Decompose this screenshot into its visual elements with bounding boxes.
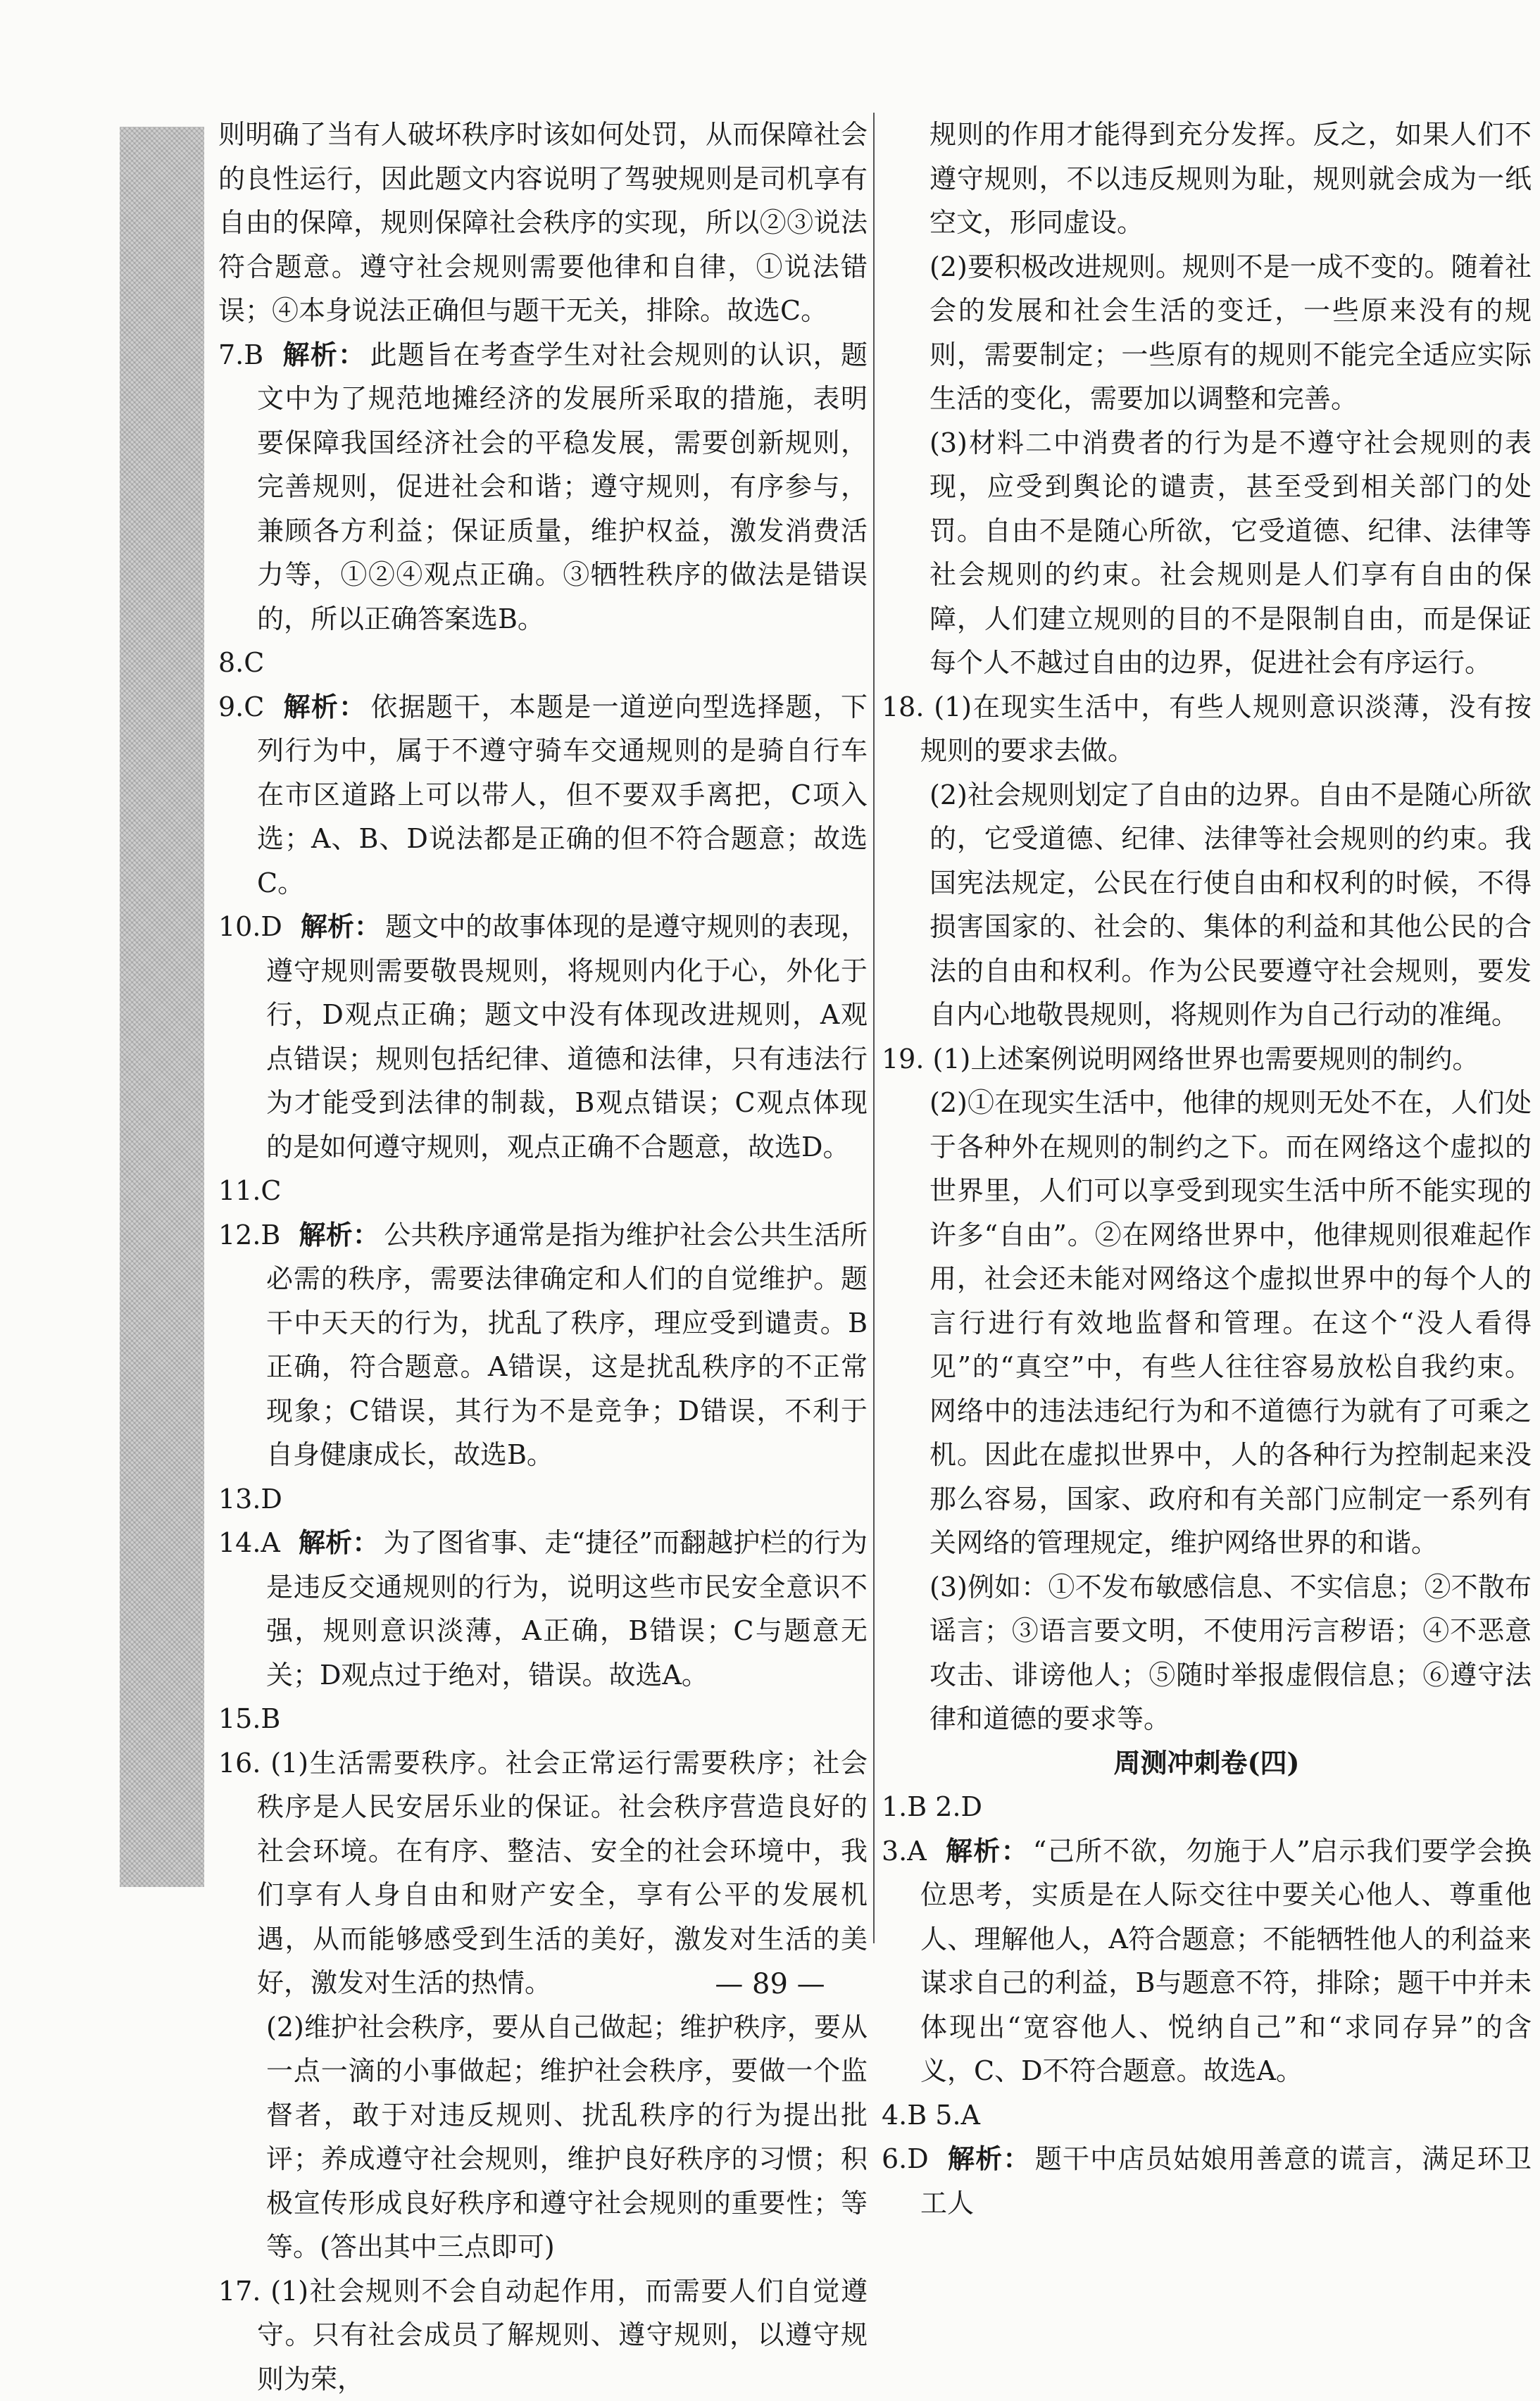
answer-text: 题干中店员姑娘用善意的谎言，满足环卫工人: [920, 2143, 1532, 2219]
answer-item: [882, 1037, 1532, 1082]
answer-item: [218, 641, 868, 685]
right-column: [882, 113, 1532, 2225]
answer-text: 题文中的故事体现的是遵守规则的表现，遵守规则需要敬畏规则，将规则内化于心，外化于行，D观点正确；题文中没有体现改进规则，A观点错误；规则包括纪律、道德和法律，只有违法行为才能受到法律的制裁，B观点错误；C观点体现的是如何遵守规则，观点正确不合题意，故选D。: [266, 911, 868, 1162]
section-title: 周测冲刺卷(四): [882, 1741, 1532, 1786]
question-number: 6.D: [882, 2143, 929, 2174]
analysis-label: 解析：: [282, 339, 365, 370]
answer-text: (1)社会规则不会自动起作用，而需要人们自觉遵守。只有社会成员了解规则、遵守规则，以遵守规则为荣，: [257, 2276, 868, 2395]
question-number: 11.C: [218, 1175, 282, 1206]
answer-text: “己所不欲，勿施于人”启示我们要学会换位思考，实质是在人际交往中要关心他人、尊重他人、理解他人，A符合题意；不能牺牲他人的利益来谋求自己的利益，B与题意不符，排除；题干中并未体现出“宽容他人、悦纳自己”和“求同存异”的含义，C、D不符合题意。故选A。: [920, 1836, 1532, 2087]
question-number: 18.: [882, 691, 924, 722]
answer-item: [218, 1213, 868, 1477]
answer-subpart: (3)例如：①不发布敏感信息、不实信息；②不散布谣言；③语言要文明，不使用污言秽语；④不恶意攻击、诽谤他人；⑤随时举报虚假信息；⑥遵守法律和道德的要求等。: [882, 1565, 1532, 1741]
answer-text: (1)在现实生活中，有些人规则意识淡薄，没有按规则的要求去做。: [920, 691, 1532, 767]
question-number: 7.B: [218, 339, 263, 370]
question-number: 19.: [882, 1043, 924, 1074]
answer-subpart: (3)材料二中消费者的行为是不遵守社会规则的表现，应受到舆论的谴责，甚至受到相关部门的处罚。自由不是随心所欲，它受道德、纪律、法律等社会规则的约束。社会规则是人们享有自由的保障，人们建立规则的目的不是限制自由，而是保证每个人不越过自由的边界，促进社会有序运行。: [882, 421, 1532, 685]
answer-text: 依据题干，本题是一道逆向型选择题，下列行为中，属于不遵守骑车交通规则的是骑自行车在市区道路上可以带人，但不要双手离把，C项入选；A、B、D说法都是正确的但不符合题意；故选C。: [257, 691, 868, 898]
answer-item: [218, 685, 868, 905]
answer-text: (1)生活需要秩序。社会正常运行需要秩序；社会秩序是人民安居乐业的保证。社会秩序营造良好的社会环境。在有序、整洁、安全的社会环境中，我们享有人身自由和财产安全，享有公平的发展机遇，从而能够感受到生活的美好，激发对生活的美好，激发对生活的热情。: [257, 1748, 868, 1999]
analysis-label: 解析：: [945, 1835, 1029, 1867]
answer-text: 为了图省事、走“捷径”而翻越护栏的行为是违反交通规则的行为，说明这些市民安全意识不强，规则意识淡薄，A正确，B错误；C与题意无关；D观点过于绝对，错误。故选A。: [266, 1527, 868, 1691]
page-number: — 89 —: [0, 1968, 1540, 2000]
answer-item: [218, 1697, 868, 1741]
answer-item: [882, 685, 1532, 773]
answer-item: [218, 333, 868, 641]
question-number: 14.A: [218, 1527, 280, 1558]
analysis-label: 解析：: [301, 910, 381, 942]
left-column: [218, 113, 868, 2401]
answer-item: [882, 1785, 1532, 1829]
question-number: 12.B: [218, 1220, 280, 1250]
answer-text: 此题旨在考查学生对社会规则的认识，题文中为了规范地摊经济的发展所采取的措施，表明要保障我国经济社会的平稳发展，需要创新规则，完善规则，促进社会和谐；遵守规则，有序参与，兼顾各方利益；保证质量，维护权益，激发消费活力等，①②④观点正确。③牺牲秩序的做法是错误的，所以正确答案选B。: [257, 339, 868, 634]
question-number: 9.C: [218, 691, 264, 722]
analysis-label: 解析：: [282, 691, 366, 722]
question-number: 17.: [218, 2276, 261, 2307]
answer-text: (1)上述案例说明网络世界也需要规则的制约。: [933, 1043, 1479, 1074]
question-number: 10.D: [218, 911, 282, 942]
question-number: 13.D: [218, 1484, 282, 1515]
column-divider: [873, 113, 875, 1943]
answer-subpart: (2)维护社会秩序，要从自己做起；维护秩序，要从一点一滴的小事做起；维护社会秩序，要做一个监督者，敢于对违反规则、扰乱秩序的行为提出批评；养成遵守社会规则，维护良好秩序的习惯；积极宣传形成良好秩序和遵守社会规则的重要性；等等。(答出其中三点即可): [218, 2005, 868, 2269]
answer-continuation: 则明确了当有人破坏秩序时该如何处罚，从而保障社会的良性运行，因此题文内容说明了驾驶规则是司机享有自由的保障，规则保障社会秩序的实现，所以②③说法符合题意。遵守社会规则需要他律和自律，①说法错误；④本身说法正确但与题干无关，排除。故选C。: [218, 113, 868, 333]
question-number: 15.B: [218, 1703, 280, 1734]
answer-item: [882, 2093, 1532, 2138]
answer-subpart: (2)社会规则划定了自由的边界。自由不是随心所欲的，它受道德、纪律、法律等社会规则的约束。我国宪法规定，公民在行使自由和权利的时候，不得损害国家的、社会的、集体的利益和其他公民的合法的自由和权利。作为公民要遵守社会规则，要发自内心地敬畏规则，将规则作为自己行动的准绳。: [882, 773, 1532, 1037]
answer-item: [218, 905, 868, 1169]
answer-item: [218, 1521, 868, 1697]
answer-text: 公共秩序通常是指为维护社会公共生活所必需的秩序，需要法律确定和人们的自觉维护。题干中天天的行为，扰乱了秩序，理应受到谴责。B正确，符合题意。A错误，这是扰乱秩序的不正常现象；C错误，其行为不是竞争；D错误，不利于自身健康成长，故选B。: [266, 1220, 868, 1471]
answer-item: [882, 1829, 1532, 2093]
answer-item: [882, 2137, 1532, 2225]
answer-item: [218, 1169, 868, 1213]
answer-item: [218, 2269, 868, 2401]
analysis-label: 解析：: [299, 1527, 380, 1558]
answer-subpart: 规则的作用才能得到充分发挥。反之，如果人们不遵守规则，不以违反规则为耻，规则就会成为一纸空文，形同虚设。: [882, 113, 1532, 245]
answer-subpart: (2)①在现实生活中，他律的规则无处不在，人们处于各种外在规则的制约之下。而在网络这个虚拟的世界里，人们可以享受到现实生活中所不能实现的许多“自由”。②在网络世界中，他律规则很难起作用，社会还未能对网络这个虚拟世界中的每个人的言行进行有效地监督和管理。在这个“没人看得见”的“真空”中，有些人往往容易放松自我约束。网络中的违法违纪行为和不道德行为就有了可乘之机。因此在虚拟世界中，人的各种行为控制起来没那么容易，国家、政府和有关部门应制定一系列有关网络的管理规定，维护网络世界的和谐。: [882, 1081, 1532, 1565]
binding-edge-strip: [120, 127, 204, 1887]
question-number: 3.A: [882, 1836, 927, 1867]
answer-text: 2.D: [935, 1791, 982, 1822]
answer-subpart: (2)要积极改进规则。规则不是一成不变的。随着社会的发展和社会生活的变迁，一些原来没有的规则，需要制定；一些原有的规则不能完全适应实际生活的变化，需要加以调整和完善。: [882, 245, 1532, 421]
question-number: 16.: [218, 1748, 261, 1779]
question-number: 8.C: [218, 647, 264, 678]
answer-text: 5.A: [935, 2100, 980, 2131]
answer-item: [218, 1477, 868, 1522]
question-number: 1.B: [882, 1791, 927, 1822]
answer-item: [218, 1741, 868, 2005]
analysis-label: 解析：: [947, 2143, 1031, 2174]
question-number: 4.B: [882, 2100, 927, 2131]
analysis-label: 解析：: [299, 1219, 380, 1250]
